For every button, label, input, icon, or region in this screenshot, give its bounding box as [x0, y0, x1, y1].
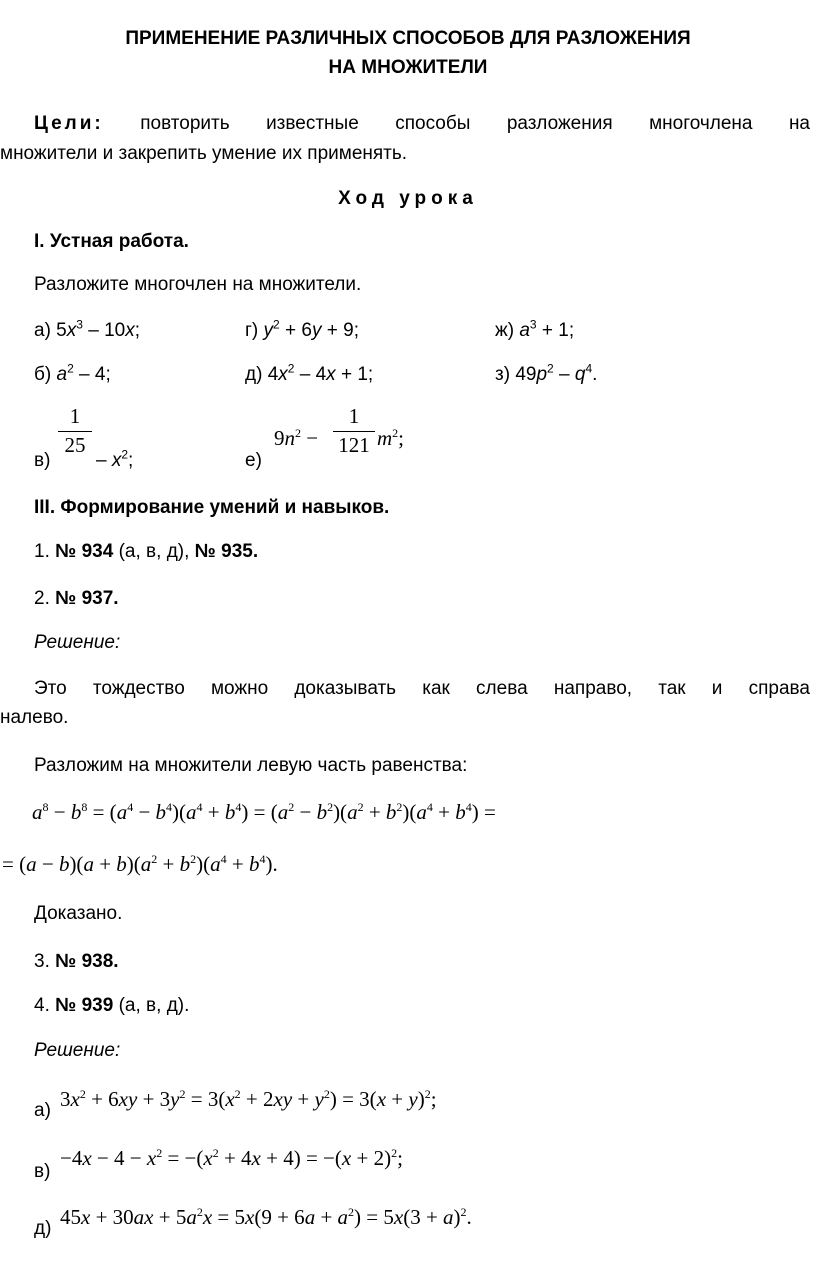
exercise-number: № 939: [55, 995, 114, 1016]
proved-text: Доказано.: [34, 903, 123, 924]
section3-heading: III. Формирование умений и навыков.: [34, 497, 390, 518]
proof-line1: Это тождество можно доказывать как слева направо, так и справа: [34, 678, 810, 699]
fraction-denominator: 25: [64, 433, 86, 457]
lesson-heading: Ход урока: [338, 188, 478, 209]
exercise-d: д) $4x^2 - 4x + 1$;: [245, 361, 374, 385]
exercise-g: г) $y^2 + 6y + 9$;: [245, 317, 359, 341]
exercise-v-rest: – $x^2$;: [96, 447, 134, 471]
document-title-line2: НА МНОЖИТЕЛИ: [328, 57, 488, 78]
exercise-a: а) $5x^3 - 10x$;: [34, 317, 140, 341]
solution-a-label: а): [34, 1100, 51, 1121]
fraction-bar: [58, 431, 92, 432]
item-number: 4.: [34, 995, 50, 1016]
solution-label-1: Решение:: [34, 632, 121, 653]
item-2: [34, 588, 119, 610]
fraction-numerator: 1: [69, 404, 81, 428]
section1-heading: I. Устная работа.: [34, 231, 189, 252]
factor-text: Разложим на множители левую часть равенства:: [34, 755, 468, 776]
goals-label: Цели:: [34, 113, 104, 134]
identity-line2: = $(a - b)(a + b)(a^2 + b^2)(a^4 + b^4)$.: [2, 852, 278, 876]
exercise-e-part2: $m^2$;: [377, 426, 405, 450]
exercise-zh: ж) $a^3 + 1$;: [495, 317, 575, 341]
item-number: 2.: [34, 588, 50, 609]
goals-line1: [34, 113, 810, 135]
item-label: ж): [495, 320, 515, 341]
exercise-e-part1: $9n^2$ −: [274, 426, 319, 450]
fraction-numerator: 1: [348, 404, 360, 428]
item-3: [34, 951, 119, 973]
exercise-number: № 935.: [194, 541, 259, 562]
fraction-1-25: [58, 404, 92, 458]
exercise-number: № 938.: [55, 951, 119, 972]
goals-line2: множители и закрепить умение их применять.: [0, 143, 408, 164]
fraction-denominator: 121: [338, 433, 370, 457]
solution-a-formula: $3x^2 + 6xy + 3y^2 = 3(x^2 + 2xy + y^2) = 3(x + y)^2$;: [60, 1087, 437, 1111]
document-title-line1: ПРИМЕНЕНИЕ РАЗЛИЧНЫХ СПОСОБОВ ДЛЯ РАЗЛОЖЕНИЯ: [125, 28, 691, 49]
proof-line2: налево.: [0, 707, 69, 728]
goals-text-1: повторить известные способы разложения многочлена на: [140, 113, 810, 134]
item-1: [34, 541, 258, 563]
exercise-b: б) $a^2 - 4$;: [34, 361, 111, 385]
identity-line1: $a^8 - b^8 = (a^4 - b^4)(a^4 + b^4) = (a^2 - b^2)(a^2 + b^2)(a^4 + b^4)$ =: [32, 800, 496, 824]
solution-label-2: Решение:: [34, 1040, 121, 1061]
item-number: 1.: [34, 541, 50, 562]
item-label: д): [245, 364, 263, 385]
item-label: б): [34, 364, 52, 385]
item-4: [34, 995, 189, 1017]
exercise-e-label: е): [245, 450, 262, 471]
fraction-1-121: [333, 404, 375, 458]
solution-d-formula: $45x + 30ax + 5a^2x = 5x(9 + 6a + a^2) = 5x(3 + a)^2$.: [60, 1205, 472, 1229]
item-number: 3.: [34, 951, 50, 972]
fraction-bar: [333, 431, 375, 432]
exercise-number: № 937.: [55, 588, 119, 609]
exercise-parts: (а, в, д),: [118, 541, 190, 562]
item-label: г): [245, 320, 259, 341]
exercise-number: № 934: [55, 541, 114, 562]
exercise-parts: (а, в, д).: [118, 995, 190, 1016]
solution-v-formula: $-4x - 4 - x^2 = -(x^2 + 4x + 4) = -(x + 2)^2$;: [60, 1146, 403, 1170]
solution-d-label: д): [34, 1218, 52, 1239]
item-label: а): [34, 320, 51, 341]
exercise-v-label: в): [34, 450, 51, 471]
item-label: з): [495, 364, 511, 385]
solution-v-label: в): [34, 1161, 51, 1182]
section1-task: Разложите многочлен на множители.: [34, 274, 362, 295]
exercise-z: з) $49p^2 - q^4$.: [495, 361, 598, 385]
